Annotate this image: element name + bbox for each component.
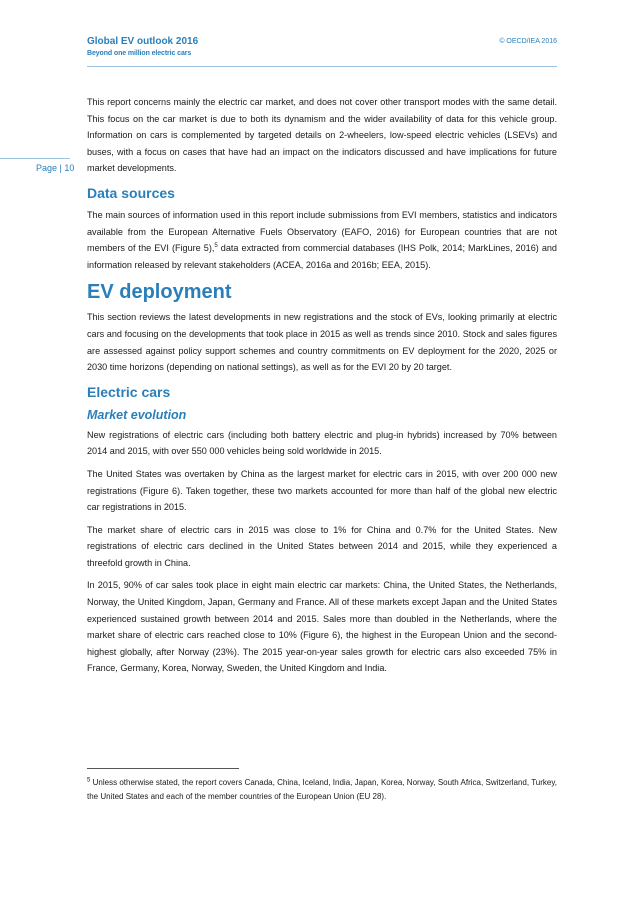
- market-paragraph-3: The market share of electric cars in 2015 was close to 1% for China and 0.7% for the United States. New registrations of electric cars declined in the United States between 2014 and 2015, while they experienced a threefold growth in China.: [87, 524, 557, 568]
- market-paragraph-2: The United States was overtaken by China as the largest market for electric cars in 2015, with over 200 000 new registrations (Figure 6). Taken together, these two markets accounted for more than half of the global new electric car registrations in 2015.: [87, 468, 557, 513]
- footnote-number: 5: [87, 777, 91, 784]
- page-header: [87, 36, 557, 57]
- data-sources-text-a: The main sources of information used in this report include submissions from EVI members, statistics and indicators available from the European Alternative Fuels Observatory (EAFO, 2016) for European countries that are not members of the EVI (Figure 5),: [87, 209, 557, 254]
- data-sources-paragraph: [87, 207, 557, 273]
- footnote-reference[interactable]: 5: [214, 243, 218, 250]
- report-title: Global EV outlook 2016: [87, 36, 199, 47]
- footnote-divider: [87, 768, 239, 769]
- market-paragraph-1: New registrations of electric cars (including both battery electric and plug-in hybrids) increased by 70% between 2014 and 2015, with over 550 000 vehicles being sold worldwide in 2015.: [87, 429, 557, 457]
- copyright-notice: © OECD/IEA 2016: [499, 38, 557, 45]
- ev-deployment-heading: EV deployment: [87, 281, 232, 304]
- page-number-divider: [0, 158, 70, 159]
- intro-paragraph: This report concerns mainly the electric car market, and does not cover other transport modes with the same detail. This focus on the car market is due to both its dynamism and the wider availability of data for this vehicle group. Information on cars is complemented by targeted details on 2-wheelers, low-speed electric vehicles (LSEVs) and buses, with a focus on cases that have had an impact on the indicators discussed and have implications for future market developments.: [87, 97, 557, 174]
- header-divider: [87, 66, 557, 67]
- market-evolution-heading: Market evolution: [87, 407, 187, 422]
- ev-deployment-paragraph: This section reviews the latest developments in new registrations and the stock of EVs, looking primarily at electric cars and focusing on the developments that took place in 2015 as well as trends since 2010. Stock and sales figures are assessed against policy support schemes and country commitments on EV deployment for the 2020, 2025 or 2030 time horizons (depending on national settings), as well as for the EVI 20 by 20 target.: [87, 312, 557, 373]
- data-sources-heading: Data sources: [87, 184, 175, 201]
- footnote: [87, 776, 557, 804]
- market-paragraph-4: In 2015, 90% of car sales took place in eight main electric car markets: China, the United States, the Netherlands, Norway, the United Kingdom, Japan, Germany and France. All of these markets except Japan and the United States experienced sustained growth between 2014 and 2015. Sales more than doubled in the Netherlands, where the market share of electric cars reached close to 10% (Figure 6), the highest in the European Union and the second-highest globally, after Norway (23%). The 2015 year-on-year sales growth for electric cars also exceeded 75% in France, Germany, Korea, Norway, Sweden, the United Kingdom and India.: [87, 580, 557, 674]
- main-content: [87, 94, 557, 683]
- electric-cars-heading: Electric cars: [87, 383, 171, 400]
- data-sources-text-b: data extracted from commercial databases (IHS Polk, 2014; MarkLines, 2016) and information released by relevant stakeholders (ACEA, 2016a and 2016b; EEA, 2015).: [87, 243, 557, 270]
- report-subtitle: Beyond one million electric cars: [87, 50, 192, 57]
- page-number: Page | 10: [36, 163, 75, 173]
- footnote-text: Unless otherwise stated, the report covers Canada, China, Iceland, India, Japan, Korea, Norway, South Africa, Switzerland, Turkey, the United States and each of the member countries of the European Union (EU 28).: [87, 778, 557, 801]
